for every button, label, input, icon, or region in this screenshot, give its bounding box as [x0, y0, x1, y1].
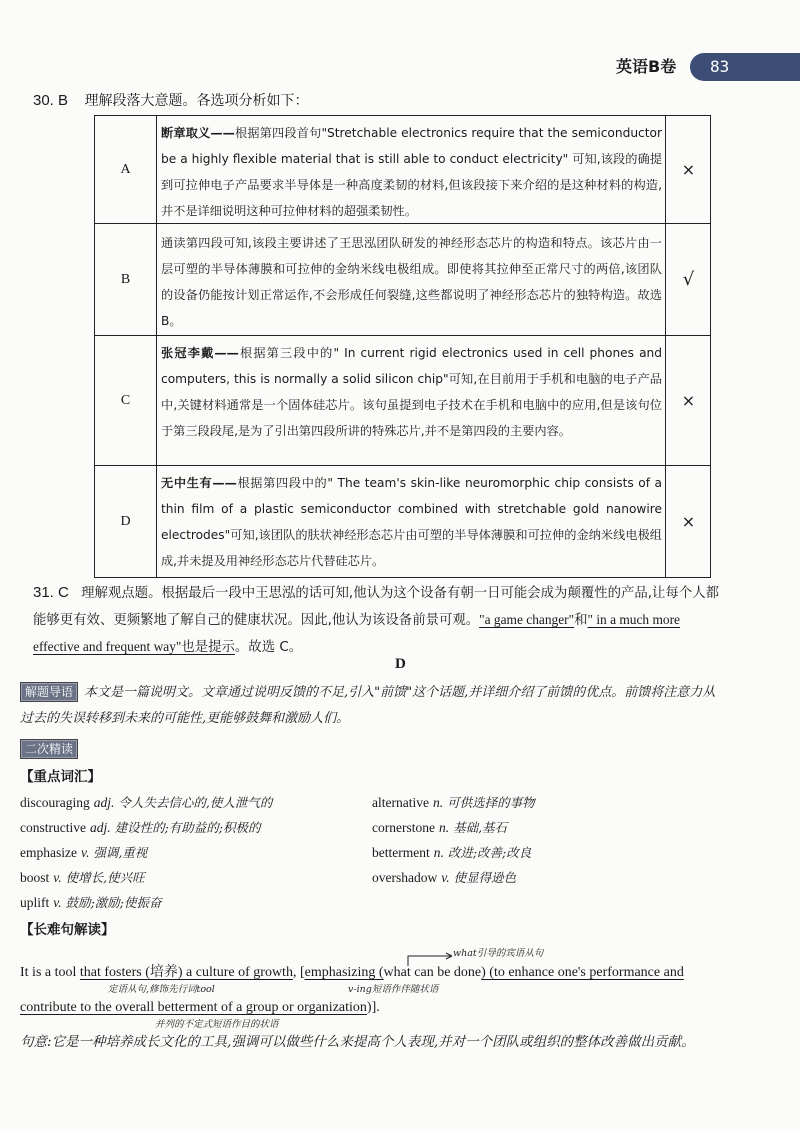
analysis-text: 根据第三段中的" In current rigid electronics used in cell phones and computers, this is normally a solid silicon chip"可知,在目前用于手机和电脑的电子产品中,关键材料通常是一个固体硅芯片。该句虽提到电子技术在手机和电脑中的应用,但是该句位于第三段段尾,是为了引出第四段所讲的特殊芯片,并不是第四段的主要内容。 — [161, 346, 662, 438]
question-31-label: 31. C — [33, 584, 69, 601]
long-sentence-line-2: contribute to the overall betterment of a group or organization)]. — [20, 1000, 380, 1015]
question-31-paragraph — [33, 580, 723, 661]
vocab-heading: 【重点词汇】 — [20, 769, 101, 785]
option-label: D — [95, 466, 157, 577]
option-label: B — [95, 224, 157, 335]
analysis-text: 根据第四段中的" The team's skin-like neuromorphic chip consists of a thin film of a plastic semiconductor combined with stretchable gold nanowire electrodes"可知,该团队的肤状神经形态芯片由可塑的半导体薄膜和可拉伸的金纳米线电极组成,并未提及用神经形态芯片代替硅芯片。 — [161, 476, 662, 568]
infinitive-phrase: ) (to enhance one's performance and — [481, 965, 684, 980]
hint-phrase-1: "a game changer" — [479, 612, 575, 627]
long-sentence-heading: 【长难句解读】 — [20, 922, 115, 938]
list-item: cornerstone n. 基础,基石 — [372, 820, 508, 835]
question-31-conclusion: 。故选 C。 — [234, 640, 303, 655]
list-item: alternative n. 可供选择的事物 — [372, 795, 535, 810]
passage-d-label: D — [395, 656, 406, 672]
section-title: 英语B卷 — [616, 57, 677, 76]
option-analysis — [157, 466, 666, 577]
vocab-list-left — [20, 793, 272, 918]
option-label: C — [95, 336, 157, 465]
list-item: betterment n. 改进;改善;改良 — [372, 845, 532, 860]
analysis-lead: 无中生有—— — [161, 476, 237, 490]
question-30-label: 30. B — [33, 92, 69, 109]
annotation-attributive: 定语从句,修饰先行词tool — [108, 984, 215, 995]
annotation-what-clause: what引导的宾语从句 — [453, 948, 544, 959]
guide-tag: 解题导语 — [20, 682, 78, 702]
check-mark: √ — [682, 269, 695, 290]
annotation-infinitive: 并列的不定式短语作目的状语 — [155, 1019, 279, 1030]
table-row — [95, 465, 710, 577]
solution-guide — [20, 680, 720, 732]
table-row — [95, 116, 710, 223]
hint-note: 也是提示 — [181, 640, 235, 655]
reread-tag-wrap — [20, 738, 84, 759]
list-item: boost v. 使增长,使兴旺 — [20, 870, 145, 885]
option-label: A — [95, 116, 157, 223]
analysis-lead: 断章取义—— — [161, 126, 235, 140]
list-item: overshadow v. 使显得逊色 — [372, 870, 517, 885]
cross-mark: × — [681, 512, 696, 531]
sentence-translation: 句意:它是一种培养成长文化的工具,强调可以做些什么来提高个人表现,并对一个团队或组织的整体改善做出贡献。 — [20, 1034, 695, 1050]
list-item: emphasize v. 强调,重视 — [20, 845, 148, 860]
table-row — [95, 335, 710, 465]
question-31-text: 理解观点题。根据最后一段中王思泓的话可知,他认为这个设备有朝一日可能会成为颠覆性的产品,让每个人都能够更有效、更频繁地了解自己的健康状况。因此,他认为该设备前景可观。 — [33, 586, 719, 628]
conjunction: 和 — [574, 613, 588, 628]
analysis-text: 通读第四段可知,该段主要讲述了王思泓团队研发的神经形态芯片的构造和特点。该芯片由一层可塑的半导体薄膜和可拉伸的金纳米线电极组成。即使将其拉伸至正常尺寸的两倍,该团队的设备仍能按计划正常运作,不会形成任何裂缝,这些都说明了神经形态芯片的独特构造。故选 B。 — [161, 236, 662, 328]
cross-mark: × — [681, 160, 696, 179]
guide-text: 本文是一篇说明文。文章通过说明反馈的不足,引入"前馈"这个话题,并详细介绍了前馈的优点。前馈将注意力从过去的失误转移到未来的可能性,更能够鼓舞和激励人们。 — [20, 685, 716, 726]
analysis-lead: 张冠李戴—— — [161, 346, 239, 360]
annotation-ving: v-ing短语作伴随状语 — [348, 984, 439, 995]
question-30-heading — [33, 90, 308, 112]
table-row — [95, 223, 710, 335]
object-clause: what can be done — [383, 965, 482, 980]
list-item: discouraging adj. 令人失去信心的,使人泄气的 — [20, 795, 273, 810]
hint-phrase-2: " in a much more effective and frequent way" — [33, 612, 680, 654]
list-item: constructive adj. 建设性的;有助益的;积极的 — [20, 820, 261, 835]
option-analysis — [157, 224, 666, 335]
reread-tag: 二次精读 — [20, 739, 78, 759]
page-number-badge: 83 — [690, 53, 800, 81]
question-30-intro: 理解段落大意题。各选项分析如下： — [84, 93, 309, 109]
option-analysis — [157, 116, 666, 223]
attributive-clause: that fosters (培养) a culture of growth — [79, 965, 293, 980]
option-analysis — [157, 336, 666, 465]
options-analysis-table — [94, 115, 711, 578]
cross-mark: × — [681, 391, 696, 410]
list-item: uplift v. 鼓励;激励;使振奋 — [20, 895, 162, 910]
infinitive-phrase-cont: contribute to the overall betterment of a group or organization — [20, 1000, 367, 1015]
long-sentence-line-1: It is a tool that fosters (培养) a culture of growth, [emphasizing (what can be done) (to enhance one's performance and — [20, 965, 684, 980]
analysis-text: 根据第四段首句"Stretchable electronics require that the semiconductor be a highly flexible material that is still able to conduct electricity" 可知,该段的确提到可拉伸电子产品要求半导体是一种高度柔韧的材料,但该段接下来介绍的是这种材料的构造,并不是详细说明这种可拉伸材料的超强柔韧性。 — [161, 126, 662, 218]
vocab-list-right — [372, 793, 535, 893]
participle-phrase: emphasizing ( — [304, 965, 384, 980]
